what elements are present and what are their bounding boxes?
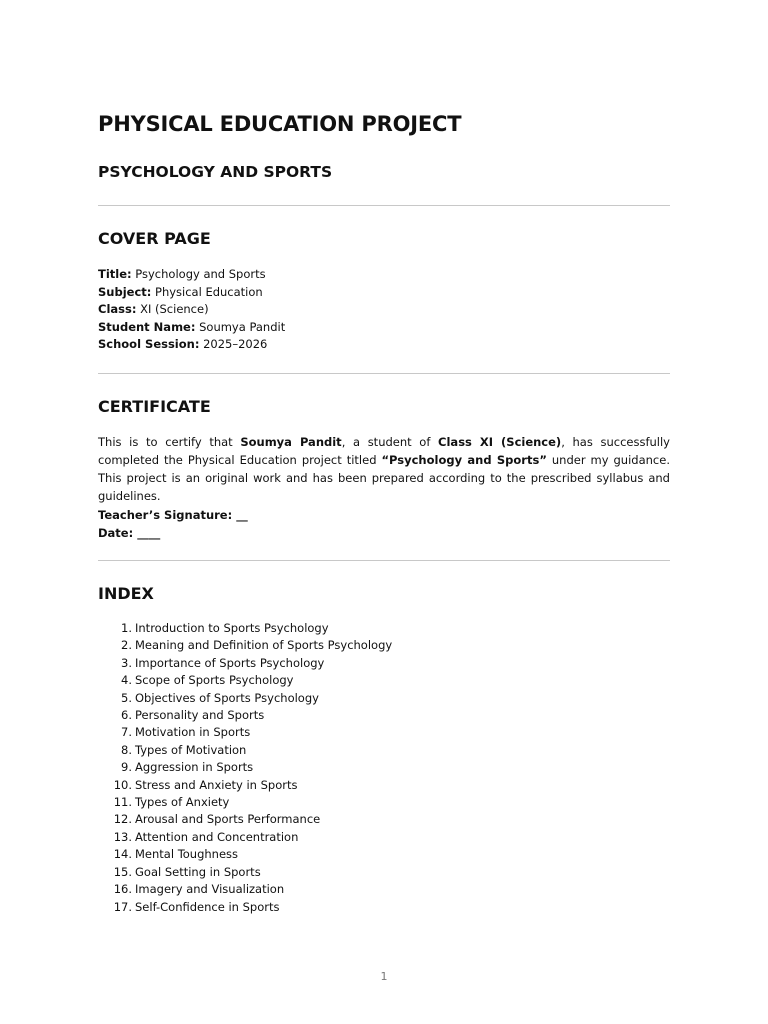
teacher-signature-label: Teacher’s Signature: __	[98, 508, 248, 522]
index-heading: INDEX	[98, 584, 154, 603]
cover-field-class: Class: XI (Science)	[98, 302, 209, 317]
index-item: 14. Mental Toughness	[113, 847, 239, 862]
date-label: Date: ____	[98, 526, 161, 540]
section-divider	[98, 205, 670, 206]
cover-page-details	[98, 266, 285, 354]
signature-block	[98, 506, 248, 542]
cover-field-title: Title: Psychology and Sports	[98, 267, 266, 281]
index-item: 4. Scope of Sports Psychology	[121, 673, 294, 688]
index-item: 1. Introduction to Sports Psychology	[121, 621, 329, 635]
index-item: 7. Motivation in Sports	[121, 725, 251, 740]
section-divider	[98, 373, 670, 374]
page-number: 1	[380, 970, 388, 983]
index-item: 11. Types of Anxiety	[113, 795, 230, 810]
index-list	[98, 620, 392, 916]
index-item: 5. Objectives of Sports Psychology	[121, 690, 319, 705]
certificate-text: This is to certify that Soumya Pandit, a student of Class XI (Science), has successfully completed the Physical Education project titled “Psychology and Sports” under my guidance. This project is an original work and has been prepared according to the prescribed syllabus and guidelines.	[98, 435, 670, 503]
index-item: 3. Importance of Sports Psychology	[121, 655, 325, 670]
index-item: 16. Imagery and Visualization	[113, 882, 285, 897]
index-item: 15. Goal Setting in Sports	[113, 864, 261, 879]
page-subtitle: PSYCHOLOGY AND SPORTS	[98, 163, 333, 181]
index-item: 12. Arousal and Sports Performance	[113, 812, 321, 827]
index-item: 6. Personality and Sports	[121, 708, 265, 723]
index-item: 9. Aggression in Sports	[121, 760, 254, 775]
page-title: PHYSICAL EDUCATION PROJECT	[98, 112, 462, 136]
index-item: 13. Attention and Concentration	[113, 829, 299, 844]
cover-field-school-session: School Session: 2025–2026	[98, 337, 268, 352]
cover-field-subject: Subject: Physical Education	[98, 284, 263, 299]
cover-field-student-name: Student Name: Soumya Pandit	[98, 319, 286, 334]
index-item: 2. Meaning and Definition of Sports Psychology	[121, 638, 393, 653]
certificate-heading: CERTIFICATE	[98, 397, 211, 416]
cover-page-heading: COVER PAGE	[98, 229, 211, 248]
section-divider	[98, 560, 670, 561]
index-item: 17. Self-Confidence in Sports	[113, 899, 280, 914]
index-item: 10. Stress and Anxiety in Sports	[113, 777, 298, 792]
index-item: 8. Types of Motivation	[121, 742, 247, 757]
